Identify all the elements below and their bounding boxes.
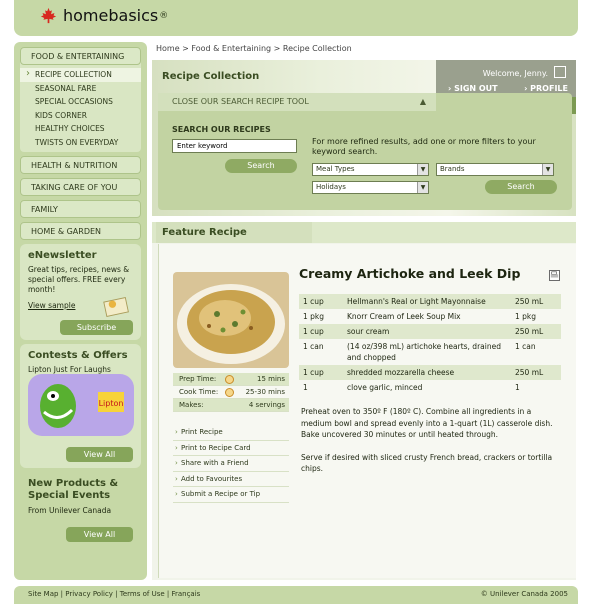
recipe-times <box>173 373 289 412</box>
ingredient-metric: 1 <box>515 383 520 392</box>
nav-seasonal-fare[interactable]: SEASONAL FARE <box>35 83 97 93</box>
brands-select[interactable] <box>436 163 554 176</box>
submit-recipe-link[interactable]: › Submit a Recipe or Tip <box>173 487 289 503</box>
ingredient-qty: 1 can <box>303 342 324 351</box>
nav-taking-care[interactable]: TAKING CARE OF YOU <box>20 178 141 196</box>
ingredient-row <box>299 339 561 365</box>
prep-time-row <box>173 373 289 386</box>
nav-home-garden[interactable]: HOME & GARDEN <box>20 222 141 240</box>
ingredient-item: shredded mozzarella cheese <box>343 365 511 380</box>
keyword-search-button[interactable]: Search <box>225 159 297 173</box>
account-card-icon[interactable] <box>554 66 566 78</box>
brands-value: Brands <box>440 165 465 173</box>
ingredient-metric: 1 pkg <box>515 312 537 321</box>
ingredient-row <box>299 380 561 395</box>
nav-special-occasions[interactable]: SPECIAL OCCASIONS <box>35 97 113 106</box>
makes-row <box>173 399 289 412</box>
print-icon[interactable] <box>549 270 560 281</box>
add-favourites-link[interactable]: › Add to Favourites <box>173 472 289 488</box>
close-search-tool-button[interactable] <box>158 93 436 111</box>
ingredient-row <box>299 365 561 380</box>
dropdown-arrow-icon: ▼ <box>542 164 553 175</box>
enewsletter-title: eNewsletter <box>28 250 97 261</box>
recipe-method <box>301 406 559 486</box>
site-logo[interactable] <box>40 6 168 25</box>
nav-health-block <box>20 156 141 174</box>
close-search-tool-label: CLOSE OUR SEARCH RECIPE TOOL <box>172 97 309 106</box>
search-label: SEARCH OUR RECIPES <box>172 125 271 134</box>
copyright: © Unilever Canada 2005 <box>480 590 568 598</box>
contests-title: Contests & Offers <box>28 350 128 361</box>
ingredient-qty: 1 cup <box>299 365 343 380</box>
nav-family-block <box>20 200 141 218</box>
feature-body <box>158 244 576 578</box>
welcome-text: Welcome, Jenny. <box>482 69 548 78</box>
cook-time-value: 25-30 mins <box>245 388 285 396</box>
contests-subtitle: Lipton Just For Laughs <box>28 365 111 374</box>
refine-text: For more refined results, add one or more filters to your keyword search. <box>312 137 536 156</box>
nav-twists-on-everyday[interactable]: TWISTS ON EVERYDAY <box>35 137 119 147</box>
profile-link[interactable]: › PROFILE <box>524 84 568 93</box>
nav-recipe-collection[interactable]: › RECIPE COLLECTION <box>20 68 141 82</box>
feature-header <box>152 222 576 243</box>
holidays-select[interactable] <box>312 181 429 194</box>
page-title: Recipe Collection <box>162 71 260 82</box>
ingredient-metric: 250 mL <box>511 324 561 339</box>
brand-name: homebasics <box>63 6 159 25</box>
ingredient-qty: 1 pkg <box>303 312 325 321</box>
breadcrumb[interactable]: Home > Food & Entertaining > Recipe Collection <box>156 44 352 53</box>
nav-food-block <box>20 47 141 152</box>
recipe-photo <box>173 272 289 368</box>
ingredient-item: sour cream <box>343 324 511 339</box>
nav-family[interactable]: FAMILY <box>20 200 141 218</box>
footer-links[interactable]: Site Map | Privacy Policy | Terms of Use | Français <box>28 590 201 598</box>
feature-heading: Feature Recipe <box>156 222 312 243</box>
clock-icon <box>225 375 234 384</box>
recipe-collection-area <box>152 60 576 216</box>
dropdown-arrow-icon: ▼ <box>417 164 428 175</box>
products-title: New Products & Special Events <box>28 478 119 501</box>
sign-out-link[interactable]: › SIGN OUT <box>448 84 498 93</box>
products-panel <box>20 472 141 542</box>
keyword-input[interactable] <box>172 139 297 153</box>
prep-time-label: Prep Time: <box>179 375 217 383</box>
nav-kids-corner[interactable]: KIDS CORNER <box>35 110 87 120</box>
holidays-value: Holidays <box>316 183 346 191</box>
collapse-arrow-icon: ▲ <box>419 97 426 106</box>
feature-recipe-section <box>152 222 576 580</box>
recipe-title: Creamy Artichoke and Leek Dip <box>299 266 521 281</box>
nav-healthy-choices[interactable]: HEALTHY CHOICES <box>35 124 105 133</box>
search-recipe-tool <box>158 93 572 210</box>
cook-time-label: Cook Time: <box>179 388 219 396</box>
method-step-2: Serve if desired with sliced crusty French bread, crackers or tortilla chips. <box>301 452 553 473</box>
meal-types-select[interactable] <box>312 163 429 176</box>
recipe-actions <box>173 425 289 503</box>
method-step-1: Preheat oven to 350º F (180º C). Combine all ingredients in a medium bowl and spread evenly into a 1-quart (1L) casserole dish. Bake uncovered 30 minutes or until heated through. <box>301 407 553 439</box>
ingredient-item: Hellmann's Real or Light Mayonnaise <box>343 294 511 309</box>
sidebar <box>14 42 147 580</box>
print-recipe-card-link[interactable]: › Print to Recipe Card <box>173 441 289 457</box>
prep-time-value: 15 mins <box>257 375 285 383</box>
ingredient-row <box>299 324 561 339</box>
nav-food-submenu <box>20 65 141 152</box>
site-header <box>14 0 578 36</box>
ingredient-row <box>299 294 561 309</box>
enewsletter-text: Great tips, recipes, news & special offers. FREE every month! <box>28 265 130 294</box>
ingredient-item: (14 oz/398 mL) artichoke hearts, drained and chopped <box>347 342 501 362</box>
ingredient-item: Knorr Cream of Leek Soup Mix <box>347 312 461 321</box>
view-sample-link[interactable]: View sample <box>28 301 76 310</box>
registered-mark: ® <box>159 10 169 21</box>
dropdown-arrow-icon: ▼ <box>417 182 428 193</box>
makes-label: Makes: <box>179 401 204 409</box>
makes-value: 4 servings <box>248 401 285 409</box>
products-subtitle: From Unilever Canada <box>28 506 112 515</box>
ingredient-qty: 1 cup <box>299 324 343 339</box>
maple-leaf-icon <box>40 7 57 24</box>
envelope-icon <box>103 296 131 318</box>
lipton-promo-image <box>28 374 134 436</box>
contests-view-all-button[interactable]: View All <box>66 447 133 462</box>
filter-search-button[interactable]: Search <box>485 180 557 194</box>
nav-food-entertaining[interactable]: FOOD & ENTERTAINING <box>20 47 141 65</box>
nav-care-block <box>20 178 141 196</box>
nav-health-nutrition[interactable]: HEALTH & NUTRITION <box>20 156 141 174</box>
ingredient-metric: 1 can <box>515 342 536 351</box>
products-view-all-button[interactable]: View All <box>66 527 133 542</box>
ingredient-metric: 250 mL <box>511 365 561 380</box>
ingredient-qty: 1 cup <box>299 294 343 309</box>
ingredient-item: clove garlic, minced <box>347 383 423 392</box>
nav-home-block <box>20 222 141 240</box>
print-recipe-link[interactable]: › Print Recipe <box>173 425 289 441</box>
ingredient-qty: 1 <box>303 383 308 392</box>
svg-text:Lipton: Lipton <box>98 399 124 408</box>
share-friend-link[interactable]: › Share with a Friend <box>173 456 289 472</box>
contests-panel <box>20 344 141 468</box>
site-footer <box>14 586 578 604</box>
subscribe-button[interactable]: Subscribe <box>60 320 133 335</box>
ingredient-row <box>299 309 561 324</box>
ingredients-table <box>299 294 561 395</box>
ingredient-metric: 250 mL <box>511 294 561 309</box>
enewsletter-panel <box>20 244 141 340</box>
cook-time-row <box>173 386 289 399</box>
clock-icon <box>225 388 234 397</box>
meal-types-value: Meal Types <box>316 165 355 173</box>
